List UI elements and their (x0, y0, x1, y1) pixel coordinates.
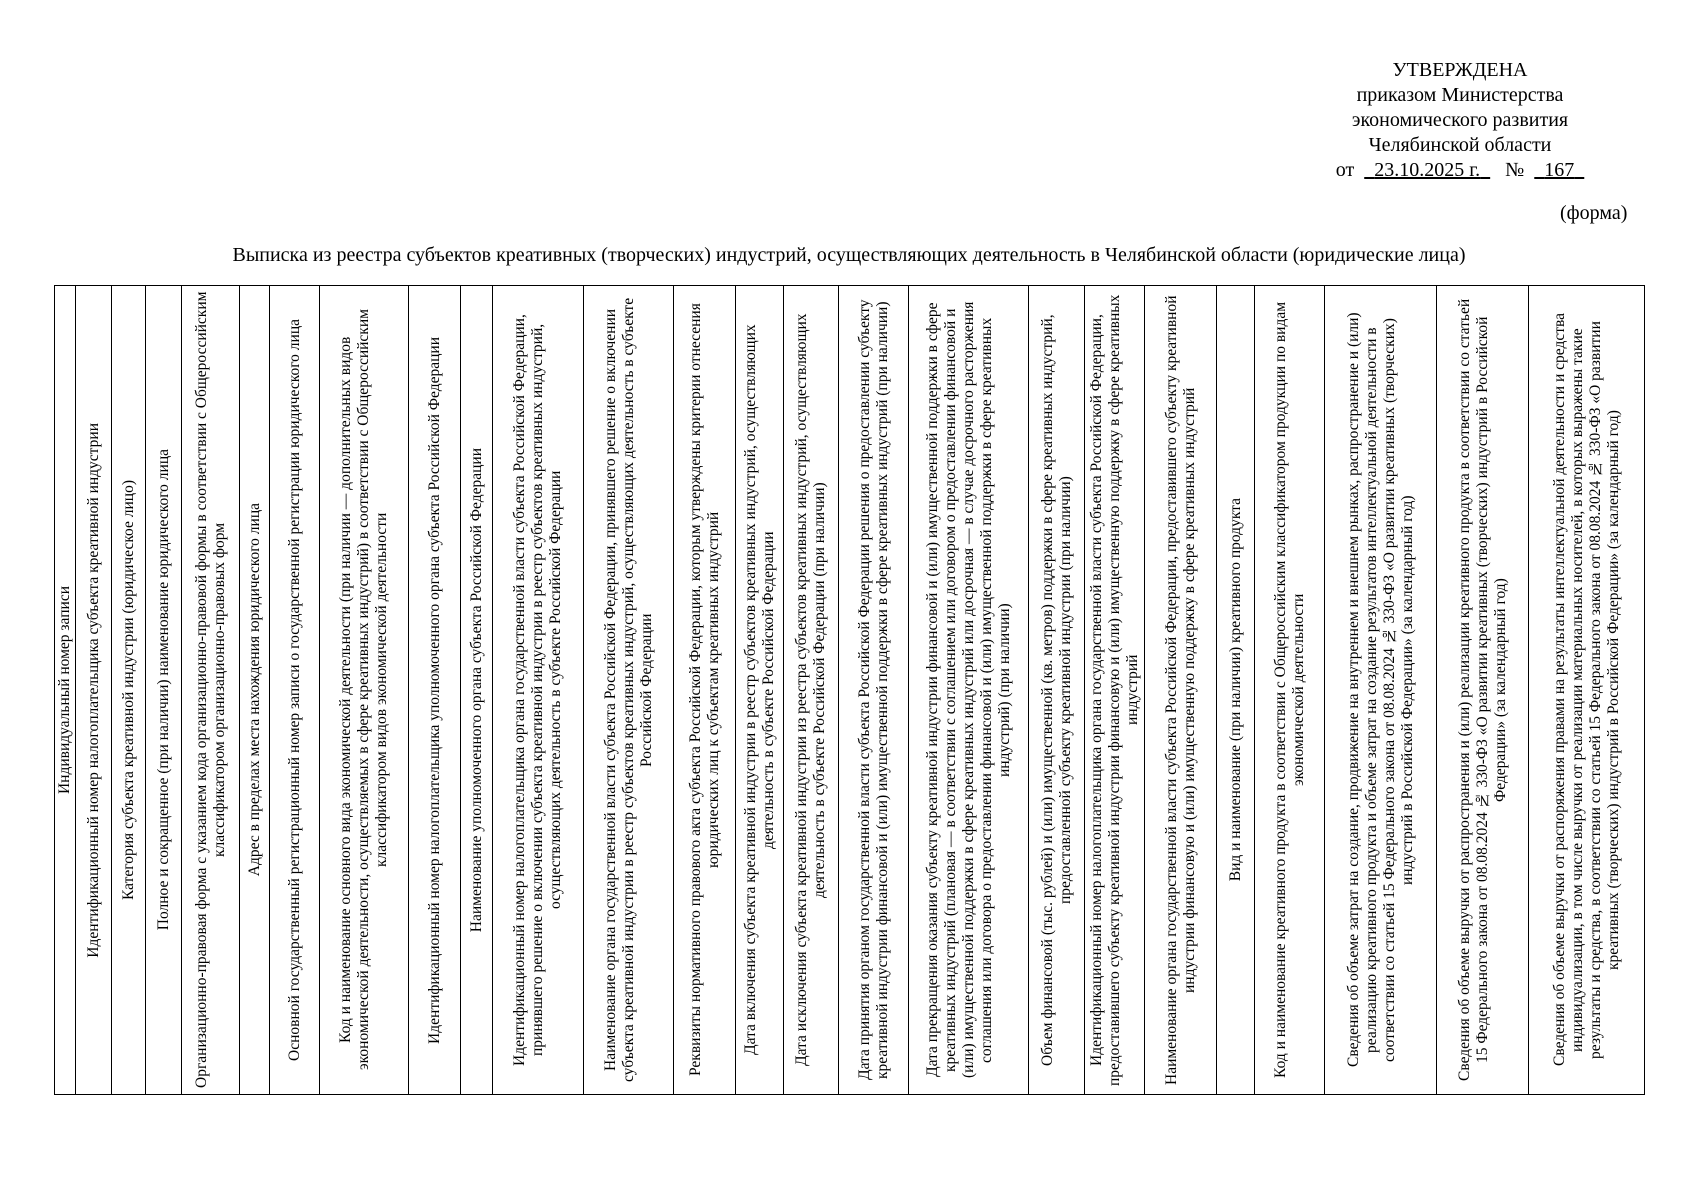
column-header: Полное и сокращенное (при наличии) наименование юридического лица (146, 286, 182, 1095)
column-header: Категория субъекта креативной индустрии (юридическое лицо) (112, 286, 146, 1095)
column-header: Дата включения субъекта креативной индустрии в реестр субъектов креативных индустрий, осуществляющих деятельность в субъекте Российской Федерации (736, 286, 784, 1095)
header-row (55, 286, 1645, 1095)
approval-date-line (1310, 158, 1610, 183)
approval-number-label: № (1505, 159, 1525, 181)
column-header: Индивидуальный номер записи (55, 286, 76, 1095)
column-header: Наименование уполномоченного органа субъекта Российской Федерации (461, 286, 493, 1095)
approval-from-label: от (1335, 159, 1355, 181)
column-header: Сведения об объеме выручки от распоряжения правами на результаты интеллектуальной деятельности и средства индивидуализации, в том числе выручки от реализации материальных носителей, в которых выражены такие результаты и средства, в соответствии со статьей 15 Федерального закона от 08.08.2024 № 330-ФЗ «О развитии креативных (творческих) индустрий в Российской Федерации» (за календарный год) (1529, 286, 1645, 1095)
column-header: Объем финансовой (тыс. рублей) и (или) имущественной (кв. метров) поддержки в сфере креативных индустрий, предоставленной субъекту креативной индустрии (при наличии) (1029, 286, 1085, 1095)
column-header: Адрес в пределах места нахождения юридического лица (240, 286, 270, 1095)
approval-line-order: приказом Министерства (1356, 84, 1564, 106)
column-header: Идентификационный номер налогоплательщика уполномоченного органа субъекта Российской Федерации (409, 286, 461, 1095)
column-header: Код и наименование креативного продукта в соответствии с Общероссийским классификатором продукции по видам экономической деятельности (1255, 286, 1325, 1095)
column-header: Реквизиты нормативного правового акта субъекта Российской Федерации, которым утверждены критерии отнесения юридических лиц к субъектам креативных индустрий (674, 286, 736, 1095)
approval-heading: УТВЕРЖДЕНА (1392, 59, 1528, 81)
column-header: Дата принятия органом государственной власти субъекта Российской Федерации решения о предоставлении субъекту креативной индустрии финансовой и (или) имущественной поддержки в сфере креативных индустрий (при наличии) (839, 286, 909, 1095)
approval-line-region: Челябинской области (1368, 134, 1552, 156)
approval-line-ministry: экономического развития (1351, 109, 1569, 131)
column-header: Сведения об объеме затрат на создание, продвижение на внутреннем и внешнем рынках, распространение и (или) реализацию креативного продукта и объеме затрат на создание результатов интеллектуальной деятельности в соответствии со статьей 15 Федерального закона от 08.08.2024 № 330-ФЗ «О развитии креативных (творческих) индустрий в Российской Федерации» (за календарный год) (1325, 286, 1437, 1095)
column-header: Наименование органа государственной власти субъекта Российской Федерации, принявшего решение о включении субъекта креативной индустрии в реестр субъектов креативных индустрий, осуществляющих деятельность в субъекте Российской Федерации (584, 286, 674, 1095)
approval-block (1310, 58, 1610, 183)
column-header: Основной государственный регистрационный номер записи о государственной регистрации юридического лица (270, 286, 320, 1095)
approval-number: 167 (1544, 159, 1575, 181)
column-header: Вид и наименование (при наличии) креативного продукта (1217, 286, 1255, 1095)
approval-date: 23.10.2025 г. (1374, 159, 1481, 181)
column-header: Сведения об объеме выручки от распространения и (или) реализации креативного продукта в соответствии со статьей 15 Федерального закона от 08.08.2024 № 330-ФЗ «О развитии креативных (творческих) индустрий в Российской Федерации» (за календарный год) (1437, 286, 1529, 1095)
registry-table (54, 285, 1645, 1095)
column-header: Наименование органа государственной власти субъекта Российской Федерации, предоставившего субъекту креативной индустрии финансовую и (или) имущественную поддержку в сфере креативных индустрий (1145, 286, 1217, 1095)
column-header: Идентификационный номер налогоплательщика субъекта креативной индустрии (76, 286, 112, 1095)
column-header: Идентификационный номер налогоплательщика органа государственной власти субъекта Российской Федерации, принявшего решение о включении субъекта креативной индустрии в реестр субъектов креативных индустрий, осуществляющих деятельность в субъекте Российской Федерации (493, 286, 584, 1095)
column-header: Дата прекращения оказания субъекту креативной индустрии финансовой и (или) имущественной поддержки в сфере креативных индустрий (плановая — в соответствии с соглашением или договором о предоставлении финансовой и (или) имущественной поддержки в сфере креативных индустрий или досрочная — в случае досрочного расторжения соглашения или договора о предоставлении финансовой и (или) имущественной поддержки в сфере креативных индустрий) (при наличии) (909, 286, 1029, 1095)
column-header: Идентификационный номер налогоплательщика органа государственной власти субъекта Российской Федерации, предоставившего субъекту креативной индустрии финансовую и (или) имущественную поддержку в сфере креативных индустрий (1085, 286, 1145, 1095)
column-header: Дата исключения субъекта креативной индустрии из реестра субъектов креативных индустрий, осуществляющих деятельность в субъекте Российской Федерации (при наличии) (784, 286, 839, 1095)
form-note: (форма) (1560, 202, 1628, 224)
column-header: Организационно-правовая форма с указанием кода организационно-правовой формы в соответствии с Общероссийским классификатором организационно-правовых форм (182, 286, 240, 1095)
document-title: Выписка из реестра субъектов креативных (творческих) индустрий, осуществляющих деятельность в Челябинской области (юридические лица) (232, 244, 1466, 266)
column-header: Код и наименование основного вида экономической деятельности (при наличии — дополнительных видов экономической деятельности, осуществляемых в сфере креативных индустрий) в соответствии с Общероссийским классификатором видов экономической деятельности (320, 286, 409, 1095)
